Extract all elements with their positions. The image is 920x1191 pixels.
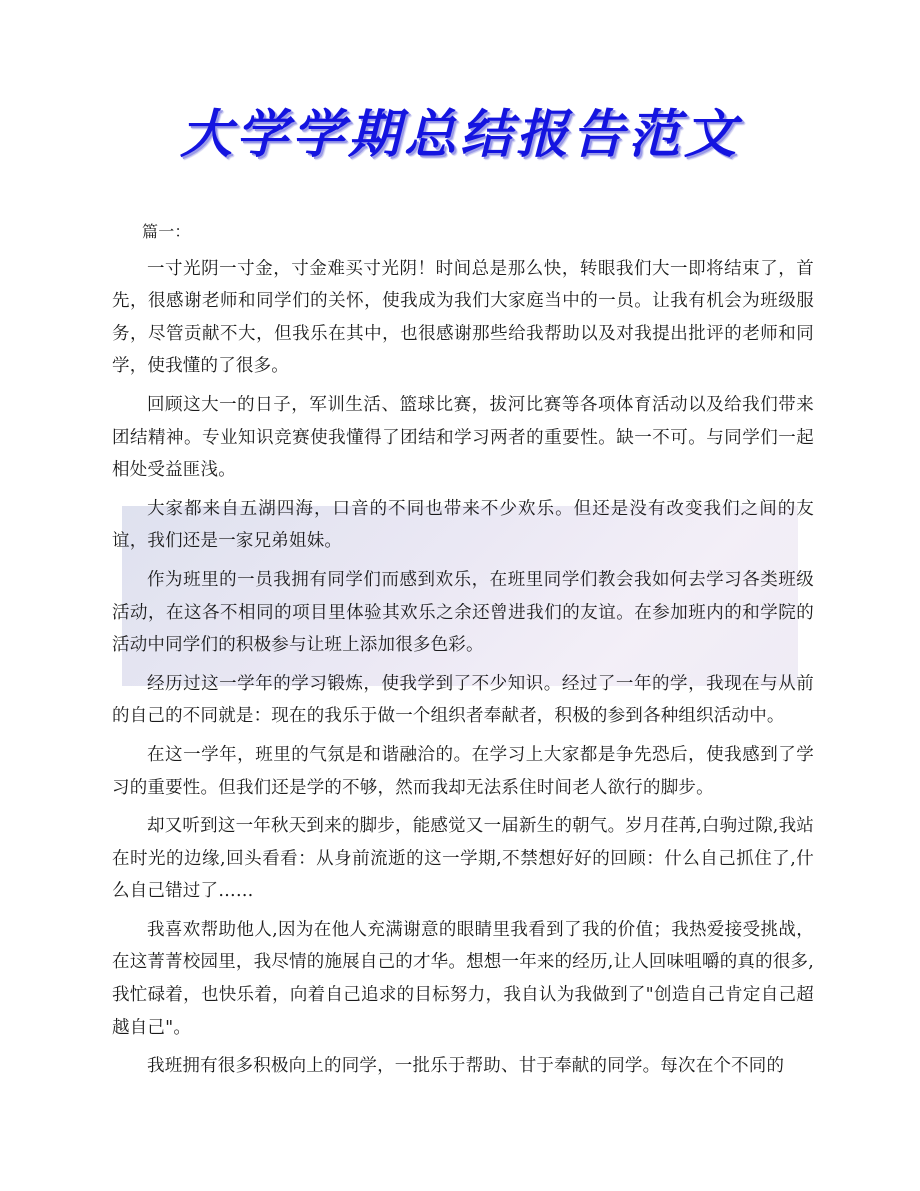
- paragraph-9: 我班拥有很多积极向上的同学，一批乐于帮助、甘于奉献的同学。每次在个不同的: [147, 1056, 785, 1077]
- paragraph-1: 一寸光阴一寸金，寸金难买寸光阴！时间总是那么快，转眼我们大一即将结束了，首先，很感谢老师和同学们的关怀，使我成为我们大家庭当中的一员。让我有机会为班级服务，尽管贡献不大，但我乐在其中，也很感谢那些给我帮助以及对我提出批评的老师和同学，使我懂的了很多。: [112, 258, 814, 377]
- paragraph-6: 在这一学年，班里的气氛是和谐融洽的。在学习上大家都是争先恐后，使我感到了学习的重要性。但我们还是学的不够，然而我却无法系住时间老人欲行的脚步。: [112, 744, 814, 798]
- section-label: 篇一：: [142, 222, 191, 241]
- paragraph-7: 却又听到这一年秋天到来的脚步，能感觉又一届新生的朝气。岁月荏苒,白驹过隙,我站在时光的边缘,回头看看：从身前流逝的这一学期,不禁想好好的回顾：什么自己抓住了,什么自己错过了……: [112, 816, 814, 902]
- paragraph-4: 作为班里的一员我拥有同学们而感到欢乐，在班里同学们教会我如何去学习各类班级活动，在这各不相同的项目里体验其欢乐之余还曾进我们的友谊。在参加班内的和学院的活动中同学们的积极参与让班上添加很多色彩。: [112, 569, 814, 656]
- paragraph-2: 回顾这大一的日子，军训生活、篮球比赛，拔河比赛等各项体育活动以及给我们带来团结精神。专业知识竞赛使我懂得了团结和学习两者的重要性。缺一不可。与同学们一起相处受益匪浅。: [112, 394, 814, 481]
- paragraph-5: 经历过这一学年的学习锻炼，使我学到了不少知识。经过了一年的学，我现在与从前的自己的不同就是：现在的我乐于做一个组织者奉献者，积极的参到各种组织活动中。: [112, 673, 814, 727]
- document-body: [112, 216, 814, 1089]
- document-title: 大学学期总结报告范文: [179, 105, 740, 165]
- paragraph-8: 我喜欢帮助他人,因为在他人充满谢意的眼睛里我看到了我的价值；我热爱接受挑战，在这菁菁校园里，我尽情的施展自己的才华。想想一年来的经历,让人回味咀嚼的真的很多,我忙碌着，也快乐着，向着自己追求的目标努力，我自认为我做到了"创造自己肯定自己超越自己"。: [112, 919, 814, 1038]
- paragraph-3: 大家都来自五湖四海，口音的不同也带来不少欢乐。但还是没有改变我们之间的友谊，我们还是一家兄弟姐妹。: [112, 498, 814, 552]
